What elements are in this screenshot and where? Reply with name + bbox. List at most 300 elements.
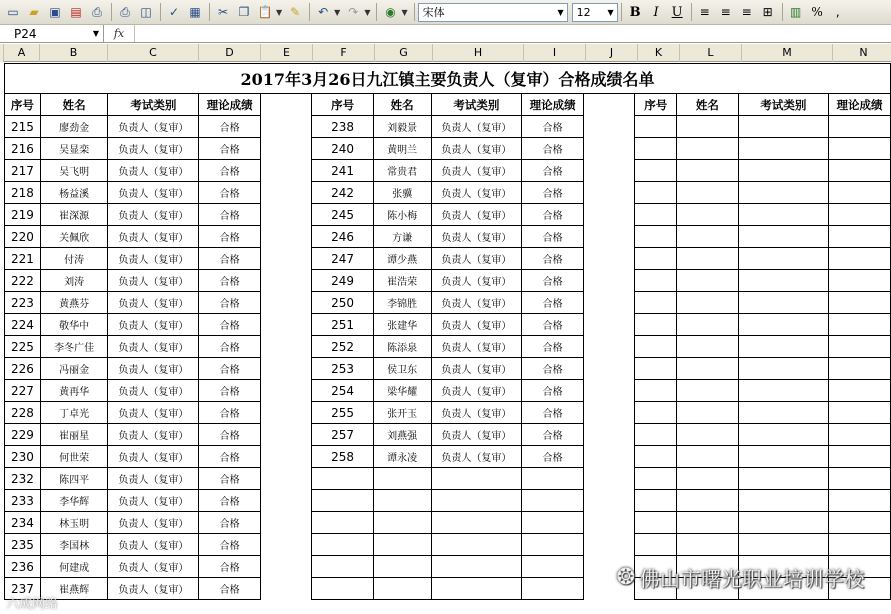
gap-cell[interactable]: [584, 402, 635, 424]
formula-input[interactable]: [134, 25, 891, 42]
preview-icon[interactable]: ◫: [140, 5, 152, 19]
print-preview-icon[interactable]: ⎙: [120, 4, 130, 19]
cell-category[interactable]: 负责人（复审）: [431, 116, 522, 138]
cell-name[interactable]: [677, 468, 739, 490]
cell-category[interactable]: 负责人（复审）: [108, 270, 199, 292]
cell-category[interactable]: 负责人（复审）: [108, 402, 199, 424]
cell-category[interactable]: 负责人（复审）: [108, 578, 199, 600]
cell-seq[interactable]: [635, 248, 677, 270]
column-header-m[interactable]: M: [742, 44, 833, 62]
cell-category[interactable]: [431, 468, 522, 490]
gap-cell[interactable]: [261, 424, 312, 446]
cell-seq[interactable]: 255: [312, 402, 374, 424]
cell-score[interactable]: [829, 402, 891, 424]
cell-name[interactable]: 崔燕辉: [40, 578, 108, 600]
redo-dropdown-icon[interactable]: ▼: [364, 7, 371, 17]
gap-cell[interactable]: [261, 380, 312, 402]
gap-cell[interactable]: [584, 116, 635, 138]
column-header-j[interactable]: J: [586, 44, 638, 62]
cell-name[interactable]: 李国林: [40, 534, 108, 556]
new-icon[interactable]: ▭: [7, 5, 19, 19]
cell-name[interactable]: 冯丽金: [40, 358, 108, 380]
cell-seq[interactable]: [635, 402, 677, 424]
hyperlink-icon[interactable]: ◉: [385, 5, 396, 19]
cell-score[interactable]: [829, 138, 891, 160]
cell-seq[interactable]: [635, 138, 677, 160]
cell-score[interactable]: 合格: [522, 182, 584, 204]
gap-cell[interactable]: [584, 336, 635, 358]
cell-score[interactable]: [522, 556, 584, 578]
col-header-name[interactable]: 姓名: [677, 94, 739, 116]
gap-cell[interactable]: [261, 490, 312, 512]
cell-score[interactable]: 合格: [522, 380, 584, 402]
cell-score[interactable]: 合格: [199, 446, 261, 468]
cell-score[interactable]: [829, 512, 891, 534]
cell-seq[interactable]: 251: [312, 314, 374, 336]
gap-cell[interactable]: [261, 248, 312, 270]
cell-category[interactable]: [738, 248, 828, 270]
gap-cell[interactable]: [261, 270, 312, 292]
cell-seq[interactable]: 215: [5, 116, 41, 138]
cell-name[interactable]: [677, 204, 739, 226]
cell-seq[interactable]: 257: [312, 424, 374, 446]
cell-name[interactable]: [677, 490, 739, 512]
cell-seq[interactable]: [635, 314, 677, 336]
cell-score[interactable]: [829, 204, 891, 226]
cell-name[interactable]: 杨益溪: [40, 182, 108, 204]
copy-icon[interactable]: ❐: [238, 5, 250, 19]
cell-name[interactable]: 刘涛: [40, 270, 108, 292]
cell-name[interactable]: 付涛: [40, 248, 108, 270]
cell-name[interactable]: 丁卓光: [40, 402, 108, 424]
cell-name[interactable]: [677, 160, 739, 182]
cell-seq[interactable]: [312, 468, 374, 490]
cell-name[interactable]: [373, 556, 431, 578]
cell-name[interactable]: [677, 292, 739, 314]
currency-icon[interactable]: ▥: [789, 5, 802, 19]
bold-button[interactable]: B: [629, 4, 641, 20]
cell-name[interactable]: 李华辉: [40, 490, 108, 512]
align-right-icon[interactable]: ≡: [741, 5, 752, 19]
cell-seq[interactable]: 245: [312, 204, 374, 226]
gap-cell[interactable]: [584, 94, 635, 116]
cell-name[interactable]: [677, 138, 739, 160]
cell-name[interactable]: [677, 402, 739, 424]
cell-category[interactable]: [738, 336, 828, 358]
cell-score[interactable]: 合格: [199, 204, 261, 226]
cell-seq[interactable]: 246: [312, 226, 374, 248]
cell-seq[interactable]: 216: [5, 138, 41, 160]
cell-seq[interactable]: [635, 182, 677, 204]
cell-score[interactable]: [829, 292, 891, 314]
cell-category[interactable]: [738, 138, 828, 160]
underline-button[interactable]: U: [671, 4, 683, 20]
cell-category[interactable]: [738, 116, 828, 138]
merge-center-icon[interactable]: ⊞: [762, 5, 773, 19]
cell-name[interactable]: 张开玉: [373, 402, 431, 424]
gap-cell[interactable]: [584, 468, 635, 490]
cell-seq[interactable]: [635, 270, 677, 292]
toolbar-options-icon[interactable]: ▼: [401, 7, 408, 17]
gap-cell[interactable]: [584, 490, 635, 512]
cell-name[interactable]: [677, 424, 739, 446]
cell-category[interactable]: 负责人（复审）: [431, 336, 522, 358]
cell-name[interactable]: 刘燕强: [373, 424, 431, 446]
cell-category[interactable]: [738, 182, 828, 204]
col-header-seq[interactable]: 序号: [635, 94, 677, 116]
cell-score[interactable]: 合格: [522, 446, 584, 468]
cell-seq[interactable]: 240: [312, 138, 374, 160]
cell-category[interactable]: 负责人（复审）: [431, 226, 522, 248]
cell-score[interactable]: [829, 490, 891, 512]
cell-seq[interactable]: 235: [5, 534, 41, 556]
gap-cell[interactable]: [584, 138, 635, 160]
open-icon[interactable]: ▰: [29, 5, 39, 19]
cell-name[interactable]: [677, 116, 739, 138]
gap-cell[interactable]: [261, 138, 312, 160]
cell-seq[interactable]: [635, 534, 677, 556]
column-header-c[interactable]: C: [108, 44, 199, 62]
cell-name[interactable]: [373, 534, 431, 556]
cell-score[interactable]: 合格: [199, 182, 261, 204]
align-center-icon[interactable]: ≡: [720, 5, 731, 19]
col-header-seq[interactable]: 序号: [5, 94, 41, 116]
cell-seq[interactable]: 258: [312, 446, 374, 468]
cell-category[interactable]: 负责人（复审）: [108, 248, 199, 270]
name-box[interactable]: [0, 25, 104, 42]
gap-cell[interactable]: [261, 578, 312, 600]
cell-category[interactable]: 负责人（复审）: [431, 402, 522, 424]
cell-seq[interactable]: 223: [5, 292, 41, 314]
cell-score[interactable]: [829, 446, 891, 468]
cell-category[interactable]: [738, 292, 828, 314]
column-header-b[interactable]: B: [40, 44, 108, 62]
cell-score[interactable]: [829, 336, 891, 358]
undo-icon[interactable]: ↶: [318, 5, 329, 19]
cell-name[interactable]: [677, 314, 739, 336]
percent-button[interactable]: %: [811, 5, 823, 19]
cell-category[interactable]: [431, 490, 522, 512]
cell-name[interactable]: [677, 358, 739, 380]
cell-name[interactable]: 张骥: [373, 182, 431, 204]
spellcheck-icon[interactable]: ✓: [168, 5, 180, 19]
cell-name[interactable]: [373, 468, 431, 490]
cell-score[interactable]: 合格: [199, 314, 261, 336]
gap-cell[interactable]: [261, 534, 312, 556]
gap-cell[interactable]: [261, 446, 312, 468]
cell-score[interactable]: 合格: [199, 226, 261, 248]
cell-category[interactable]: [738, 512, 828, 534]
cell-category[interactable]: 负责人（复审）: [108, 336, 199, 358]
cell-score[interactable]: [829, 248, 891, 270]
column-header-i[interactable]: I: [524, 44, 586, 62]
paste-icon[interactable]: 📋: [257, 5, 273, 19]
cell-score[interactable]: 合格: [199, 534, 261, 556]
gap-cell[interactable]: [584, 534, 635, 556]
gap-cell[interactable]: [261, 94, 312, 116]
cell-seq[interactable]: 233: [5, 490, 41, 512]
cell-category[interactable]: 负责人（复审）: [431, 160, 522, 182]
cell-seq[interactable]: 225: [5, 336, 41, 358]
cell-seq[interactable]: [635, 160, 677, 182]
cell-score[interactable]: 合格: [522, 270, 584, 292]
cell-score[interactable]: 合格: [522, 116, 584, 138]
cell-name[interactable]: 黄燕芬: [40, 292, 108, 314]
cell-score[interactable]: 合格: [522, 204, 584, 226]
gap-cell[interactable]: [584, 314, 635, 336]
cell-name[interactable]: 黄明兰: [373, 138, 431, 160]
column-header-k[interactable]: K: [638, 44, 680, 62]
cell-category[interactable]: 负责人（复审）: [431, 314, 522, 336]
cell-score[interactable]: [829, 358, 891, 380]
cell-seq[interactable]: 247: [312, 248, 374, 270]
cell-seq[interactable]: 218: [5, 182, 41, 204]
cell-score[interactable]: 合格: [522, 138, 584, 160]
cell-name[interactable]: [677, 248, 739, 270]
cell-category[interactable]: 负责人（复审）: [108, 182, 199, 204]
cell-score[interactable]: [522, 468, 584, 490]
fx-icon[interactable]: fx: [113, 27, 125, 40]
cell-seq[interactable]: 217: [5, 160, 41, 182]
cell-category[interactable]: 负责人（复审）: [108, 138, 199, 160]
cell-score[interactable]: 合格: [522, 424, 584, 446]
cell-name[interactable]: 李冬广佳: [40, 336, 108, 358]
cell-category[interactable]: 负责人（复审）: [431, 380, 522, 402]
gap-cell[interactable]: [261, 512, 312, 534]
format-painter-icon[interactable]: ✎: [290, 5, 301, 19]
cell-seq[interactable]: 228: [5, 402, 41, 424]
cell-seq[interactable]: [635, 468, 677, 490]
cell-name[interactable]: [677, 226, 739, 248]
gap-cell[interactable]: [584, 204, 635, 226]
cell-score[interactable]: 合格: [199, 358, 261, 380]
cell-seq[interactable]: 242: [312, 182, 374, 204]
cell-score[interactable]: [829, 226, 891, 248]
cell-seq[interactable]: [635, 446, 677, 468]
gap-cell[interactable]: [261, 358, 312, 380]
cell-category[interactable]: [738, 490, 828, 512]
gap-cell[interactable]: [261, 468, 312, 490]
cell-category[interactable]: [431, 534, 522, 556]
cell-category[interactable]: [738, 314, 828, 336]
cell-score[interactable]: 合格: [199, 336, 261, 358]
cut-icon[interactable]: ✂: [217, 5, 229, 19]
cell-score[interactable]: [522, 490, 584, 512]
cell-seq[interactable]: 232: [5, 468, 41, 490]
cell-category[interactable]: 负责人（复审）: [431, 270, 522, 292]
cell-category[interactable]: [738, 402, 828, 424]
cell-name[interactable]: [373, 490, 431, 512]
cell-score[interactable]: [829, 534, 891, 556]
cell-seq[interactable]: [312, 534, 374, 556]
cell-category[interactable]: [738, 446, 828, 468]
cell-name[interactable]: 常贵君: [373, 160, 431, 182]
cell-category[interactable]: 负责人（复审）: [108, 116, 199, 138]
cell-score[interactable]: 合格: [522, 358, 584, 380]
cell-seq[interactable]: 241: [312, 160, 374, 182]
cell-category[interactable]: 负责人（复审）: [431, 446, 522, 468]
cell-name[interactable]: 吴显栾: [40, 138, 108, 160]
cell-score[interactable]: 合格: [522, 336, 584, 358]
cell-name[interactable]: 敬华中: [40, 314, 108, 336]
cell-score[interactable]: 合格: [522, 248, 584, 270]
cell-category[interactable]: [738, 358, 828, 380]
cell-seq[interactable]: [312, 490, 374, 512]
col-header-score[interactable]: 理论成绩: [522, 94, 584, 116]
cell-seq[interactable]: 230: [5, 446, 41, 468]
cell-name[interactable]: 刘毅景: [373, 116, 431, 138]
gap-cell[interactable]: [261, 116, 312, 138]
cell-score[interactable]: [829, 182, 891, 204]
cell-seq[interactable]: [635, 358, 677, 380]
cell-score[interactable]: 合格: [522, 402, 584, 424]
cell-category[interactable]: [738, 204, 828, 226]
cell-seq[interactable]: [312, 556, 374, 578]
gap-cell[interactable]: [584, 292, 635, 314]
cell-category[interactable]: 负责人（复审）: [108, 446, 199, 468]
cell-seq[interactable]: 234: [5, 512, 41, 534]
cell-score[interactable]: 合格: [199, 512, 261, 534]
pdf-icon[interactable]: ▤: [70, 5, 82, 19]
cell-name[interactable]: 陈四平: [40, 468, 108, 490]
research-icon[interactable]: ▦: [189, 5, 201, 19]
gap-cell[interactable]: [261, 292, 312, 314]
cell-seq[interactable]: [635, 424, 677, 446]
cell-category[interactable]: 负责人（复审）: [431, 138, 522, 160]
cell-category[interactable]: 负责人（复审）: [108, 292, 199, 314]
cell-score[interactable]: 合格: [199, 402, 261, 424]
cell-score[interactable]: [522, 534, 584, 556]
cell-seq[interactable]: 227: [5, 380, 41, 402]
cell-category[interactable]: 负责人（复审）: [108, 204, 199, 226]
cell-name[interactable]: [677, 534, 739, 556]
cell-name[interactable]: [677, 270, 739, 292]
cell-category[interactable]: 负责人（复审）: [108, 534, 199, 556]
cell-seq[interactable]: 220: [5, 226, 41, 248]
cell-name[interactable]: 谭永凌: [373, 446, 431, 468]
cell-seq[interactable]: 236: [5, 556, 41, 578]
cell-score[interactable]: 合格: [199, 270, 261, 292]
cell-score[interactable]: 合格: [199, 248, 261, 270]
cell-seq[interactable]: [635, 292, 677, 314]
align-left-icon[interactable]: ≡: [699, 5, 710, 19]
gap-cell[interactable]: [261, 182, 312, 204]
cell-name[interactable]: [677, 182, 739, 204]
cell-name[interactable]: 崔丽星: [40, 424, 108, 446]
cell-seq[interactable]: 249: [312, 270, 374, 292]
cell-name[interactable]: 张建华: [373, 314, 431, 336]
cell-score[interactable]: 合格: [522, 314, 584, 336]
cell-category[interactable]: [738, 270, 828, 292]
cell-seq[interactable]: 224: [5, 314, 41, 336]
cell-name[interactable]: 陈添泉: [373, 336, 431, 358]
column-header-n[interactable]: N: [833, 44, 891, 62]
cell-name[interactable]: [677, 380, 739, 402]
cell-score[interactable]: 合格: [199, 380, 261, 402]
cell-category[interactable]: [431, 556, 522, 578]
cell-name[interactable]: 林玉明: [40, 512, 108, 534]
cell-score[interactable]: 合格: [199, 160, 261, 182]
cell-score[interactable]: [829, 424, 891, 446]
cell-category[interactable]: 负责人（复审）: [431, 204, 522, 226]
col-header-category[interactable]: 考试类别: [738, 94, 828, 116]
cell-score[interactable]: [829, 160, 891, 182]
column-header-l[interactable]: L: [680, 44, 742, 62]
col-header-score[interactable]: 理论成绩: [199, 94, 261, 116]
cell-score[interactable]: 合格: [199, 116, 261, 138]
cell-score[interactable]: 合格: [522, 226, 584, 248]
cell-score[interactable]: [522, 578, 584, 600]
cell-seq[interactable]: [635, 512, 677, 534]
redo-icon[interactable]: ↷: [348, 5, 359, 19]
cell-name[interactable]: [677, 512, 739, 534]
cell-seq[interactable]: 221: [5, 248, 41, 270]
print-icon[interactable]: ⎙: [92, 4, 102, 19]
cell-score[interactable]: 合格: [199, 556, 261, 578]
gap-cell[interactable]: [261, 402, 312, 424]
cell-category[interactable]: 负责人（复审）: [431, 358, 522, 380]
col-header-name[interactable]: 姓名: [40, 94, 108, 116]
cell-name[interactable]: 崔浩荣: [373, 270, 431, 292]
cell-category[interactable]: 负责人（复审）: [108, 160, 199, 182]
cell-score[interactable]: 合格: [199, 578, 261, 600]
cell-category[interactable]: 负责人（复审）: [108, 314, 199, 336]
cell-seq[interactable]: [635, 226, 677, 248]
cell-category[interactable]: 负责人（复审）: [431, 292, 522, 314]
cell-name[interactable]: 梁华耀: [373, 380, 431, 402]
cell-score[interactable]: [829, 116, 891, 138]
gap-cell[interactable]: [261, 204, 312, 226]
cell-name[interactable]: 何世荣: [40, 446, 108, 468]
cell-score[interactable]: 合格: [522, 292, 584, 314]
cell-seq[interactable]: 226: [5, 358, 41, 380]
cell-category[interactable]: 负责人（复审）: [108, 490, 199, 512]
cell-seq[interactable]: [635, 204, 677, 226]
gap-cell[interactable]: [584, 446, 635, 468]
cell-score[interactable]: [829, 270, 891, 292]
cell-category[interactable]: [738, 160, 828, 182]
cell-seq[interactable]: 237: [5, 578, 41, 600]
gap-cell[interactable]: [261, 160, 312, 182]
gap-cell[interactable]: [584, 512, 635, 534]
gap-cell[interactable]: [584, 248, 635, 270]
col-header-name[interactable]: 姓名: [373, 94, 431, 116]
column-header-a[interactable]: A: [4, 44, 40, 62]
italic-button[interactable]: I: [653, 4, 659, 20]
cell-name[interactable]: 吴飞明: [40, 160, 108, 182]
cell-seq[interactable]: 238: [312, 116, 374, 138]
cell-name[interactable]: 侯卫东: [373, 358, 431, 380]
gap-cell[interactable]: [261, 336, 312, 358]
cell-category[interactable]: 负责人（复审）: [108, 424, 199, 446]
gap-cell[interactable]: [261, 314, 312, 336]
cell-category[interactable]: 负责人（复审）: [431, 248, 522, 270]
cell-name[interactable]: [677, 336, 739, 358]
font-name-select[interactable]: [418, 3, 568, 22]
gap-cell[interactable]: [261, 226, 312, 248]
save-icon[interactable]: ▣: [49, 5, 61, 19]
gap-cell[interactable]: [584, 358, 635, 380]
cell-seq[interactable]: [312, 512, 374, 534]
cell-score[interactable]: 合格: [522, 160, 584, 182]
cell-seq[interactable]: 222: [5, 270, 41, 292]
cell-name[interactable]: 何建成: [40, 556, 108, 578]
cell-name[interactable]: [373, 578, 431, 600]
cell-seq[interactable]: 253: [312, 358, 374, 380]
cell-category[interactable]: 负责人（复审）: [108, 358, 199, 380]
gap-cell[interactable]: [584, 270, 635, 292]
cell-score[interactable]: [829, 468, 891, 490]
